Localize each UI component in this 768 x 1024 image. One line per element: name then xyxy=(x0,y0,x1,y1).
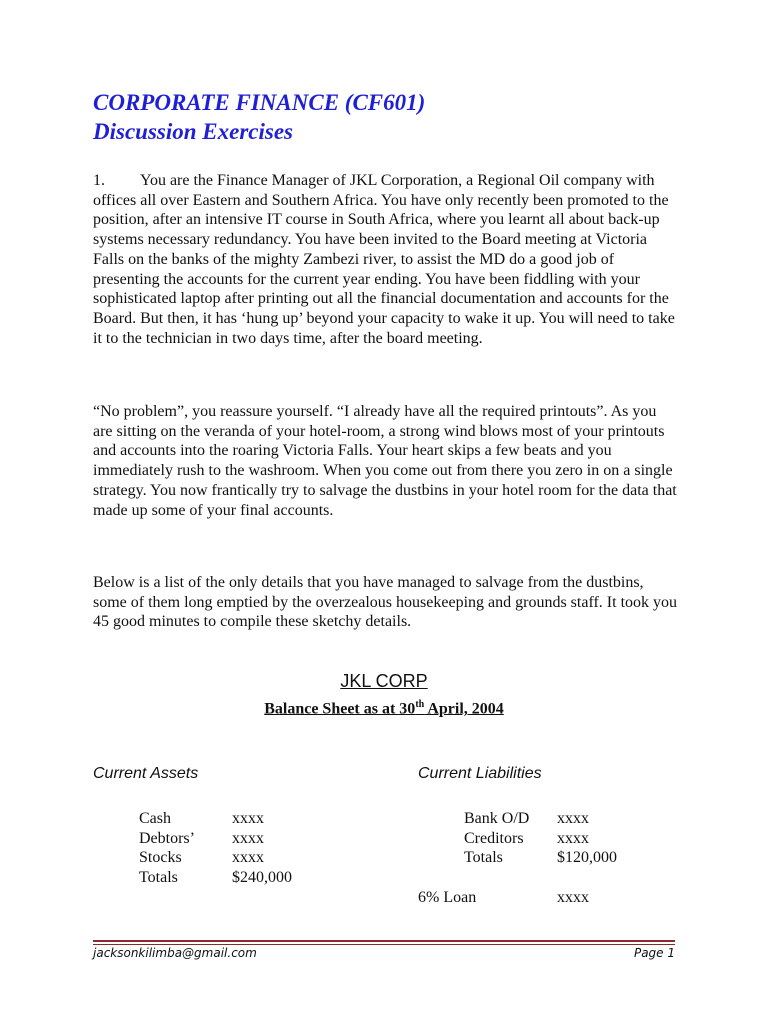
liability-value: xxxx xyxy=(557,810,589,827)
footer-rule-thin xyxy=(93,944,675,945)
asset-label: Debtors’ xyxy=(139,830,195,847)
exercises-subtitle: Discussion Exercises xyxy=(93,119,293,144)
paragraph-1 xyxy=(93,171,678,348)
paragraph-1-text: You are the Finance Manager of JKL Corporation, a Regional Oil company with offices all over Eastern and Southern Africa. You have only recently been promoted to the position, after an intensive IT course in South Africa, where you learnt all about back-up systems necessary redundancy. You have been invited to the Board meeting at Victoria Falls on the banks of the mighty Zambezi river, to assist the MD do a good job of presenting the accounts for the current year ending. You have been fiddling with your sophisticated laptop after printing out all the financial documentation and accounts for the Board. But then, it has ‘hung up’ beyond your capacity to wake it up. You will need to take it to the technician in two days time, after the board meeting. xyxy=(93,172,675,347)
current-assets-heading: Current Assets xyxy=(93,765,199,782)
footer-email: jacksonkilimba@gmail.com xyxy=(93,946,257,960)
course-title: CORPORATE FINANCE (CF601) xyxy=(93,90,426,115)
paragraph-3: Below is a list of the only details that you have managed to salvage from the dustbins, some of them long emptied by the overzealous housekeeping and grounds staff. It took you 45 good minutes to compile these sketchy details. xyxy=(93,574,678,631)
liability-label: Creditors xyxy=(464,830,524,847)
asset-value: xxxx xyxy=(232,810,264,827)
bs-title-suffix: April, 2004 xyxy=(424,700,504,718)
asset-value: xxxx xyxy=(232,830,264,847)
asset-label: Cash xyxy=(139,810,171,827)
page-number: Page 1 xyxy=(633,946,675,960)
asset-value: xxxx xyxy=(232,849,264,866)
footer-rule xyxy=(93,940,675,942)
item-number: 1. xyxy=(93,172,105,189)
paragraph-2: “No problem”, you reassure yourself. “I already have all the required printouts”. As you are sitting on the veranda of your hotel-room, a strong wind blows most of your printouts and accounts into the roaring Victoria Falls. Your heart skips a few beats and you immediately rush to the washroom. When you come out from there you zero in on a single strategy. You now frantically try to salvage the dustbins in your hotel room for the data that made up some of your final accounts. xyxy=(93,403,677,519)
bs-title-prefix: Balance Sheet as at 30 xyxy=(264,700,416,718)
current-liabilities-heading: Current Liabilities xyxy=(418,765,542,782)
asset-label: Totals xyxy=(139,869,178,886)
loan-label: 6% Loan xyxy=(418,889,477,906)
asset-label: Stocks xyxy=(139,849,182,866)
liability-value: $120,000 xyxy=(557,849,617,866)
bs-title-sup: th xyxy=(415,699,425,710)
liability-label: Bank O/D xyxy=(464,810,530,827)
asset-value: $240,000 xyxy=(232,869,292,886)
balance-sheet-title xyxy=(0,699,768,718)
liability-value: xxxx xyxy=(557,830,589,847)
loan-value: xxxx xyxy=(557,889,589,906)
document-title xyxy=(93,88,425,146)
liability-label: Totals xyxy=(464,849,503,866)
company-name: JKL CORP xyxy=(340,671,428,691)
